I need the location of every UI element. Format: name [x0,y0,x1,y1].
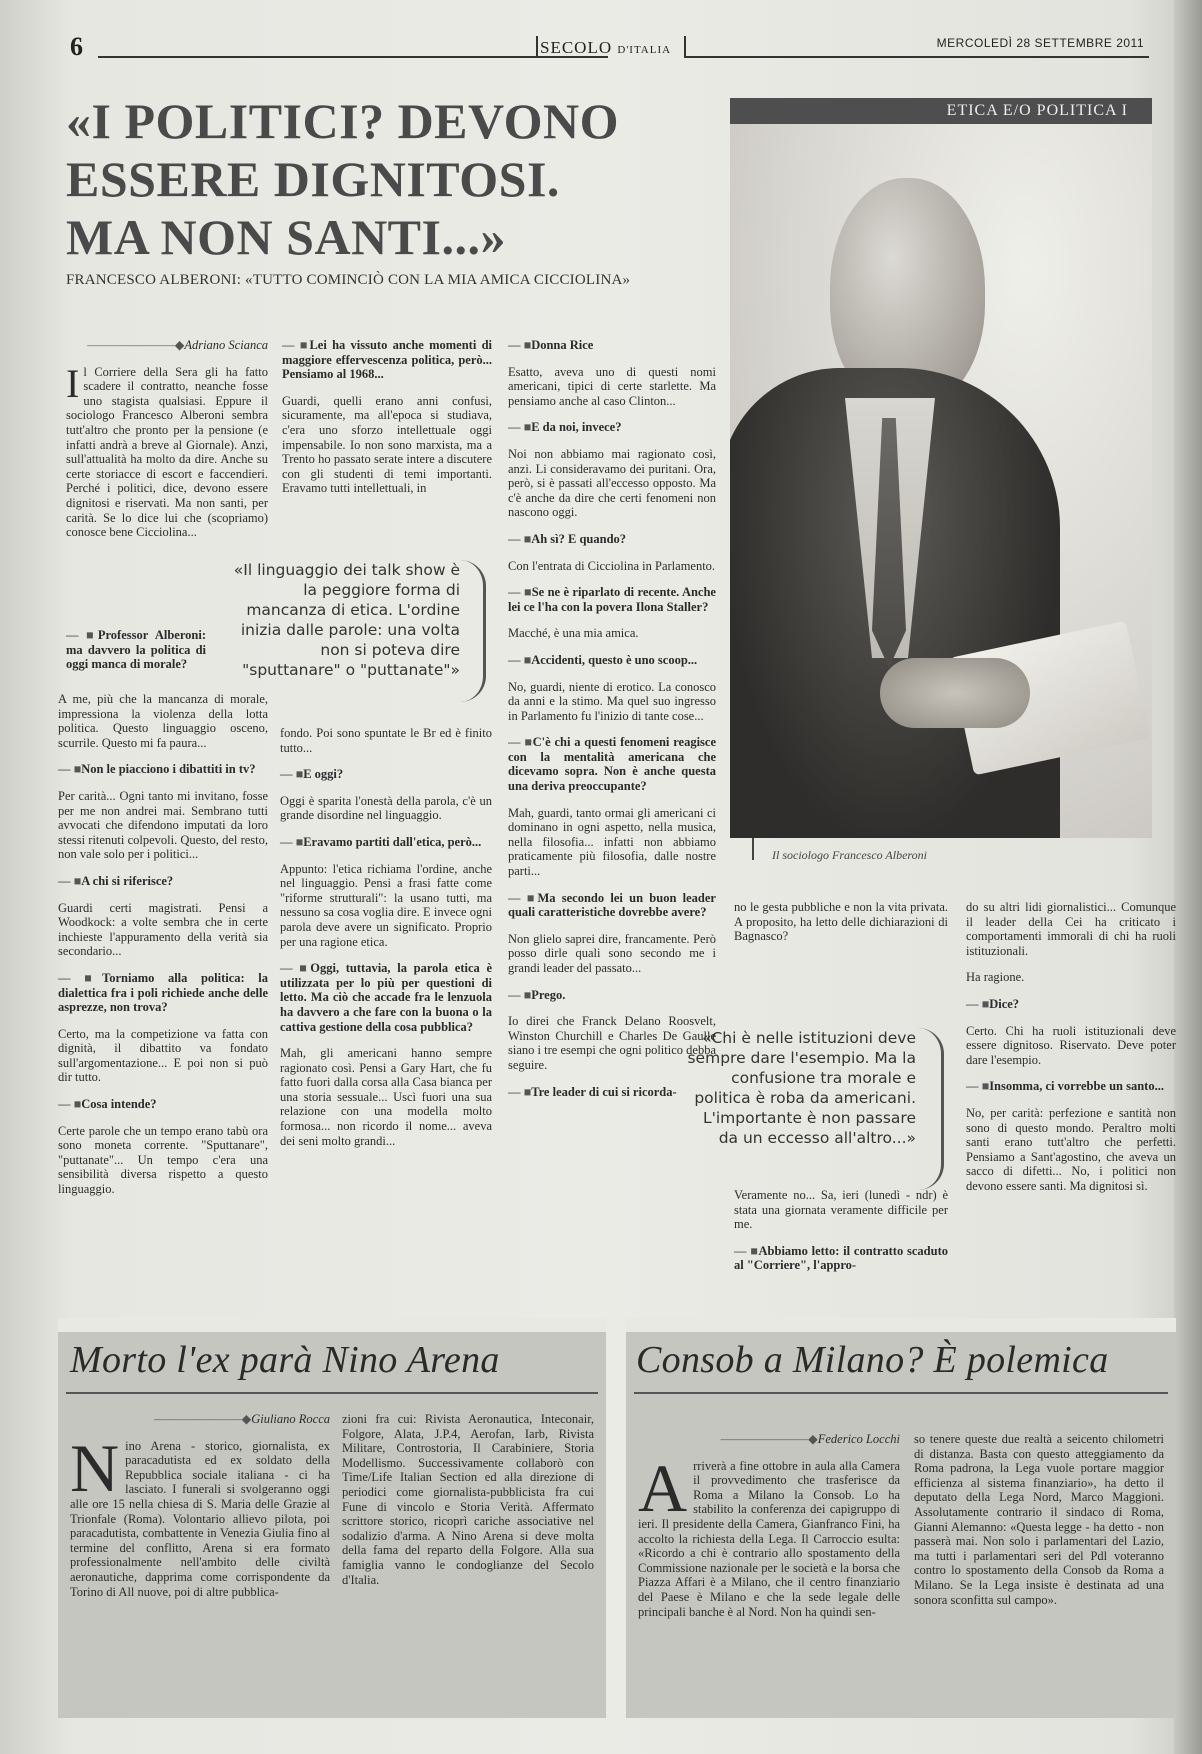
question: — ■ Abbiamo letto: il contratto scaduto al "Corriere", l'appro- [734,1244,948,1273]
answer: No, guardi, niente di erotico. La conosco da anni e la stimo. Ma quel suo ingresso in Parlamento fu l'inizio di tante cose... [508,679,716,723]
portrait-hands [880,658,1030,728]
headline-line: «I POLITICI? DEVONO [66,93,620,149]
article-column-2 [282,338,492,508]
question: — ■ Eravamo partiti dall'etica, però... [280,835,492,850]
section-rubric: ETICA E/O POLITICA I [730,98,1152,124]
headline-line: ESSERE DIGNITOSI. [66,151,560,207]
box-text: zioni fra cui: Rivista Aeronautica, Inteconair, Folgore, Alata, J.P.4, Aerofan, Iarb, Rivista Militare, Controstoria, Il Carabiniere, Storia Modellismo. Successivamente collaborò con Time/Life Italian Section ed alla direzione di periodici come giornalista-pubblicista fra cui Fune di vincolo e Storia Verità. Affermato scrittore storico, ricoprì cariche associative nel sodalizio d'arma. A Nino Arena si deve molta della fama del reparto della Folgore. Alla sua famiglia vanno le condoglianze del Secolo d'Italia. [342,1412,594,1587]
article-column-4 [734,900,948,956]
question: — ■ E oggi? [280,767,492,782]
box-title-rule [634,1392,1168,1394]
byline: ———————◆ Giuliano Rocca [70,1412,330,1427]
portrait-photo [730,98,1152,838]
article-column-5 [966,900,1176,1206]
question: — ■ Professor Alberoni: ma davvero la politica di oggi manca di morale? [66,628,206,672]
header-rule-left [98,56,608,58]
answer: Macché, è una mia amica. [508,626,639,641]
answer: no le gesta pubbliche e non la vita privata. A proposito, ha letto delle dichiarazioni di Bagnasco? [734,900,948,944]
question: — ■ Oggi, tuttavia, la parola etica è utilizzata per lo più per questioni di letto. Ma ciò che accade fra le lenzuola ha davvero a che fare con la buona o la cattiva gestione della cosa pubblica? [280,961,492,1034]
answer: A me, più che la mancanza di morale, impressiona la violenza della lotta politica. Questo linguaggio osceno, scurrile. Questo mi fa paura... [58,692,268,750]
drop-cap: A [638,1449,688,1526]
answer: Guardi certi magistrati. Pensi a Woodkock: a volte sembra che in certe inchieste l'appuramento della verità sia secondario... [58,900,268,959]
box-title: Consob a Milano? È polemica [636,1339,1109,1381]
headline-line: MA NON SANTI...» [66,209,506,265]
box-title-rule [66,1392,598,1394]
question: — ■ Lei ha vissuto anche momenti di maggiore effervescenza politica, però... Pensiamo al 1968... [282,338,492,382]
answer: Mah, guardi, tanto ormai gli americani ci dominano in ogni aspetto, nella musica, nella filosofia... infatti non abbiamo praticamente più filosofia, dalle nostre parti... [508,805,716,879]
question: — ■ Ma secondo lei un buon leader quali caratteristiche dovrebbe avere? [508,891,716,920]
box-column-2 [342,1412,594,1599]
question: — ■ A chi si riferisce? [58,874,268,889]
answer: Esatto, aveva uno di questi nomi americani, tipici di certe starlette. Ma pensiamo anche al caso Clinton... [508,364,716,408]
pull-quote-bracket [918,1028,944,1190]
subhead: FRANCESCO ALBERONI: «TUTTO COMINCIÒ CON LA MIA AMICA CICCIOLINA» [66,272,631,288]
answer: Non glielo saprei dire, francamente. Però posso dirle quali sono secondo me i grandi leader del passato... [508,931,716,975]
masthead-name: SECOLO [540,38,613,57]
question: — ■ Tre leader di cui si ricorda- [508,1085,716,1100]
answer: Certo. Chi ha ruoli istituzionali deve essere dignitoso. Riservato. Deve poter dare l'esempio. [966,1023,1176,1067]
article-column-3 [508,338,716,1111]
answer: Ha ragione. [966,970,1025,985]
box-text [70,1429,330,1600]
question: — ■ Dice? [966,997,1176,1012]
pull-quote: «Il linguaggio dei talk show è la peggiore forma di mancanza di etica. L'ordine inizia dalle parole: una volta non si poteva dire "sputtanare" o "puttanate"» [233,561,460,679]
box-column-2 [914,1432,1164,1619]
question: — ■ Donna Rice [508,338,716,353]
article-column-4-lower [734,1188,948,1285]
answer: Veramente no... Sa, ieri (lunedì - ndr) è stata una giornata veramente difficile per me. [734,1188,948,1232]
pull-quote: «Chi è nelle istituzioni deve sempre dare l'esempio. Ma la confusione tra morale e politica è roba da americani. L'importante è non passare da un eccesso all'altro...» [687,1029,916,1147]
answer: Oggi è sparita l'onestà della parola, c'è un grande disordine nel linguaggio. [280,793,492,823]
answer: Certe parole che un tempo erano tabù ora sono moneta corrente. "Sputtanare", "puttanate"... Un tempo c'era una sensibilità diversa rispetto a questo linguaggio. [58,1123,268,1197]
answer: fondo. Poi sono spuntate le Br ed è finito tutto... [280,726,492,755]
page-header [70,30,1150,60]
question: — ■ E da noi, invece? [508,420,716,435]
drop-cap: N [70,1429,120,1506]
question: — ■ Cosa intende? [58,1097,268,1112]
question: — ■ Se ne è riparlato di recente. Anche lei ce l'ha con la povera Ilona Staller? [508,585,716,614]
box-text [638,1449,900,1620]
answer: Noi non abbiamo mai ragionato così, anzi. Li consideravamo dei puritani. Ora, però, si è passati all'eccesso opposto. Ma c'è anche da dire che certi fenomeni non nascono oggi. [508,446,716,520]
box-column-1 [70,1412,330,1611]
question: — ■ Prego. [508,988,716,1003]
answer: Mah, gli americani hanno sempre ragionato così. Pensi a Gary Hart, che fu fatto fuori dalla corsa alla Casa bianca per una storia sessuale... Uscì fuori una sua relazione con una modella molto formosa... non ricordo il nome... aveva dei seni molto grandi... [280,1046,492,1148]
answer: do su altri lidi giornalistici... Comunque il leader della Cei ha criticato i comportamenti immorali di chi ha ruoli istituzionali. [966,900,1176,958]
masthead-small: D'ITALIA [617,44,672,56]
box-text-body: rriverà a fine ottobre in aula alla Camera il provvedimento che trasferisce da Roma a Milano la Consob. Lo ha stabilito la conferenza dei capigruppo di ieri. Il presidente della Camera, Gianfranco Fini, ha accolto la richiesta della Lega. Il Carroccio esulta: «Ricordo a chi è contrario allo spostamento della Commissione nazionale per le società e la borsa che Piazza Affari è a Milano, che il centro finanziario del Paese è Milano e che la sede legale delle principali banche è al Nord. Non ha quindi sen- [638,1458,900,1619]
answer: Per carità... Ogni tanto mi invitano, fosse per me non andrei mai. Sembrano tutti avvocati che difendono imputati da loro stessi ritenuti colpevoli. Questo, del resto, non vale solo per i politici... [58,788,268,862]
dateline: MERCOLEDÌ 28 SETTEMBRE 2011 [936,36,1144,50]
byline: ———————◆ Adriano Scianca [66,338,268,353]
answer: Con l'entrata di Cicciolina in Parlamento. [508,558,716,573]
question: — ■ Insomma, ci vorrebbe un santo... [966,1079,1176,1094]
pull-quote-bracket [460,560,486,702]
answer: No, per carità: perfezione e santità non sono di questo mondo. Peraltro molti santi erano tutt'altro che perfetti. Pensiamo a Sant'agostino, che aveva un sacco di difetti... No, i politici non devono essere santi. Ma dignitosi sì. [966,1105,1176,1193]
article-column-1-lower [58,692,268,1209]
answer: Certo, ma la competizione va fatta con dignità, il dibattito va fondato sull'argomentazione... E poi non si può dir tutto. [58,1026,268,1085]
drop-cap: I [66,360,80,406]
page-edge [1174,0,1202,1754]
answer: Io direi che Franck Delano Roosvelt, Winston Churchill e Charles De Gaulle siano i tre esempi che ogni politico debba seguire. [508,1014,716,1072]
article-column-2-lower [280,726,492,1160]
masthead [540,38,671,58]
article-column-1-q1 [66,628,206,684]
box-column-1 [638,1432,900,1631]
answer: Appunto: l'etica richiama l'ordine, anche nel linguaggio. Pensi a frasi fatte come "riforme strutturali": la usano tutti, ma nessuno sa cosa voglia dire. E invece ogni parola deve avere un significato. Proprio per una ragione etica. [280,861,492,949]
question: — ■ Torniamo alla politica: la dialettica fra i poli richiede anche delle asprezze, non trova? [58,971,268,1015]
intro-paragraph [66,360,268,540]
header-rule-right [684,56,1149,58]
question: — ■ Ah sì? E quando? [508,532,716,547]
article-column-1 [66,338,268,552]
box-text-body: ino Arena - storico, giornalista, ex paracadutista ed ex soldato della Repubblica sociale italiana - ci ha lasciato. I funerali si svolgeranno oggi alle ore 15 nella chiesa di S. Maria delle Grazie al Trionfale (Roma). Volontario allievo pilota, poi paracadutista, combattente in Venezia Giulia fino al termine del conflitto, Arena si era formato professionalmente nell'ambito delle civiltà aeronautiche, dapprima come corrispondente da Torino di All nuove, poi di altre pubblica- [70,1438,330,1599]
page-number: 6 [70,32,83,61]
question: — ■ Accidenti, questo è uno scoop... [508,653,716,668]
news-box-consob [626,1318,1176,1718]
header-bar [684,36,686,58]
box-text: so tenere queste due realtà a seicento chilometri di distanza. Basta con questo atteggiamento da Roma padrona, la Lega vuole portare maggior efficienza al sistema finanziario», ha detto il deputato della Lega Nord, Marco Maggioni. Assolutamente contrario il sindaco di Roma, Gianni Alemanno: «Questa legge - ha detto - non passerà mai. Non solo i parlamentari del Lazio, ma tutti i parlamentari seri del Pdl voteranno contro lo spostamento della Consob da Roma a Milano. Se la Lega insiste è destinata ad una sonora sconfitta sul campo». [914,1432,1164,1607]
question: — ■ Non le piacciono i dibattiti in tv? [58,762,268,777]
photo-caption: Il sociologo Francesco Alberoni [772,848,927,862]
caption-bar [752,838,754,860]
header-bar [536,36,538,58]
intro-text: l Corriere della Sera gli ha fatto scadere il contratto, neanche fosse uno stagista qualsiasi. Eppure il sociologo Francesco Alberoni sembra tutt'altro che pronto per la pensione (e infatti andrà a breve al Giornale). Anzi, sull'attualità ha molto da dire. Anche su certe storiacce di escort e faccendieri. Perché i politici, dice, devono essere dignitosi e riservati. Ma non santi, per carità. Se lo dice lui che (scopriamo) conosce bene Cicciolina... [66,364,268,540]
byline: ———————◆ Federico Locchi [638,1432,900,1447]
box-title: Morto l'ex parà Nino Arena [70,1339,500,1381]
news-box-arena [58,1318,606,1718]
question: — ■ C'è chi a questi fenomeni reagisce con la mentalità americana che dicevamo sopra. Non è anche questa una deriva preoccupante? [508,735,716,793]
headline [66,92,666,266]
answer: Guardi, quelli erano anni confusi, sicuramente, ma all'epoca si studiava, c'era uno sforzo intellettuale oggi impensabile. Io non sono marxista, ma a Trento ho passato serate intere a discutere con gli studenti di temi importanti. Eravamo tutti intellettuali, in [282,393,492,496]
